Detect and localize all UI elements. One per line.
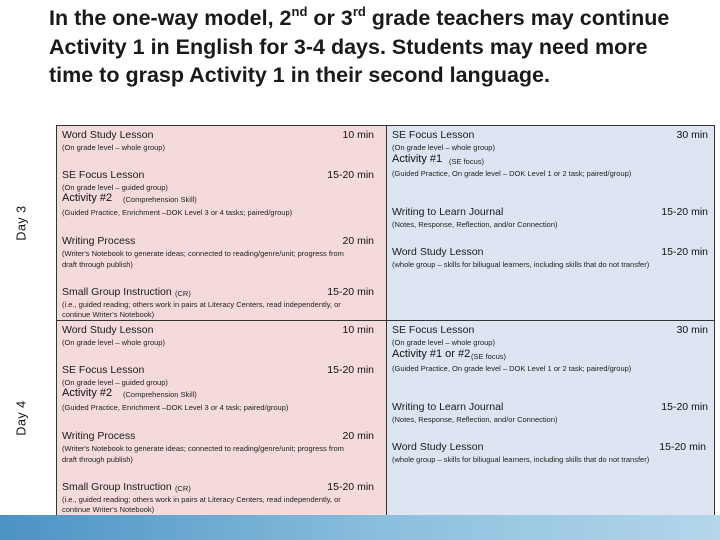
- se-focus-practice: (Guided Practice, Enrichment –DOK Level 3 or 4 tasks; paired/group): [62, 208, 293, 217]
- journal-note: (Notes, Response, Reflection, and/or Connection): [392, 415, 558, 424]
- word-study-title: Word Study Lesson: [62, 129, 154, 141]
- day-3-label: Day 3: [15, 204, 29, 241]
- activity-note: (Comprehension Skill): [123, 390, 197, 399]
- journal-time: 15-20 min: [661, 206, 708, 218]
- slide-headline: [49, 4, 689, 90]
- journal-time: 15-20 min: [661, 401, 708, 413]
- small-group-note-1: (i.e., guided reading; others work in pairs at Literacy Centers, read independently, or: [62, 300, 341, 309]
- small-group-code: (CR): [175, 289, 191, 298]
- word-study-title: Word Study Lesson: [392, 441, 484, 453]
- activity-label: Activity #2: [62, 192, 113, 204]
- small-group-title: Small Group Instruction: [62, 286, 172, 298]
- footer-accent-bar: [0, 515, 720, 540]
- word-study-time: 10 min: [342, 129, 374, 141]
- word-study-time: 15-20 min: [661, 246, 708, 258]
- writing-note-2: draft through publish): [62, 455, 133, 464]
- small-group-code: (CR): [175, 484, 191, 493]
- activity-label: Activity #1 or #2: [392, 348, 471, 360]
- small-group-note-1: (i.e., guided reading; others work in pairs at Literacy Centers, read independently, or: [62, 495, 341, 504]
- journal-title: Writing to Learn Journal: [392, 206, 504, 218]
- word-study-sub: (On grade level – whole group): [62, 143, 165, 152]
- day-4-label: Day 4: [15, 399, 29, 436]
- small-group-time: 15-20 min: [327, 481, 374, 493]
- word-study-time: 10 min: [342, 324, 374, 336]
- journal-note: (Notes, Response, Reflection, and/or Connection): [392, 220, 558, 229]
- day-3-left-column: [57, 126, 387, 320]
- se-focus-practice: (Guided Practice, On grade level – DOK Level 1 or 2 task; paired/group): [392, 169, 632, 178]
- writing-title: Writing Process: [62, 235, 136, 247]
- writing-time: 20 min: [342, 430, 374, 442]
- headline-sup-2: rd: [352, 3, 366, 19]
- headline-sup-1: nd: [291, 3, 308, 19]
- day-3-right-column: [387, 126, 714, 320]
- activity-note: (SE focus): [471, 352, 507, 361]
- word-study-title: Word Study Lesson: [392, 246, 484, 258]
- activity-label: Activity #1: [392, 153, 443, 165]
- activity-label: Activity #2: [62, 387, 113, 399]
- writing-time: 20 min: [342, 235, 374, 247]
- word-study-note: (whole group – skills for biliugual learners, including skills that do not transfer): [392, 260, 650, 269]
- word-study-note: (whole group – skills for biliugual learners, including skills that do not transfer): [392, 455, 650, 464]
- se-focus-time: 15-20 min: [327, 169, 374, 181]
- small-group-note-2: continue Writer's Notebook): [62, 505, 155, 514]
- se-focus-title: SE Focus Lesson: [392, 324, 475, 336]
- se-focus-practice: (Guided Practice, On grade level – DOK Level 1 or 2 task; paired/group): [392, 364, 632, 373]
- word-study-sub: (On grade level – whole group): [62, 338, 165, 347]
- writing-title: Writing Process: [62, 430, 136, 442]
- day-4-left-column: [57, 321, 387, 515]
- se-focus-sub: (On grade level – guided group): [62, 183, 168, 192]
- se-focus-time: 15-20 min: [327, 364, 374, 376]
- small-group-title: Small Group Instruction: [62, 481, 172, 493]
- se-focus-sub: (On grade level – guided group): [62, 378, 168, 387]
- day-3-schedule: [56, 125, 715, 321]
- writing-note-1: (Writer's Notebook to generate ideas; connected to reading/genre/unit; progress from: [62, 444, 344, 453]
- headline-part-2: or 3: [307, 6, 353, 30]
- se-focus-time: 30 min: [676, 324, 708, 336]
- se-focus-time: 30 min: [676, 129, 708, 141]
- writing-note-2: draft through publish): [62, 260, 133, 269]
- headline-part-3: grade teachers may continue Activity 1 in English for 3-4 days. Students may need more time to grasp Activity 1 in their second language.: [49, 6, 670, 87]
- se-focus-sub: (On grade level – whole group): [392, 143, 495, 152]
- journal-title: Writing to Learn Journal: [392, 401, 504, 413]
- word-study-title: Word Study Lesson: [62, 324, 154, 336]
- small-group-note-2: continue Writer's Notebook): [62, 310, 155, 319]
- activity-note: (Comprehension Skill): [123, 195, 197, 204]
- day-4-right-column: [387, 321, 714, 515]
- se-focus-sub: (On grade level – whole group): [392, 338, 495, 347]
- se-focus-title: SE Focus Lesson: [62, 169, 145, 181]
- activity-note: (SE focus): [449, 157, 485, 166]
- se-focus-practice: (Guided Practice, Enrichment –DOK Level 3 or 4 task; paired/group): [62, 403, 289, 412]
- small-group-time: 15-20 min: [327, 286, 374, 298]
- se-focus-title: SE Focus Lesson: [62, 364, 145, 376]
- se-focus-title: SE Focus Lesson: [392, 129, 475, 141]
- headline-part-1: In the one-way model, 2: [49, 6, 292, 30]
- day-4-schedule: [56, 320, 715, 516]
- writing-note-1: (Writer's Notebook to generate ideas; connected to reading/genre/unit; progress from: [62, 249, 344, 258]
- word-study-time: 15-20 min: [659, 441, 706, 453]
